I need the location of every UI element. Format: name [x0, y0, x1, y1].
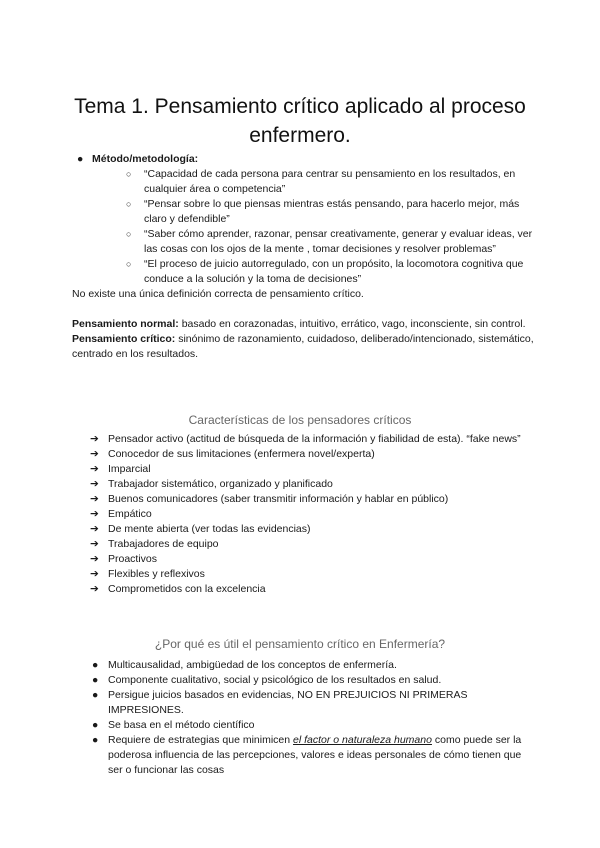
arrow-right-icon: ➔ — [90, 553, 99, 565]
arrow-right-icon: ➔ — [90, 523, 99, 535]
list-item-text: Buenos comunicadores (saber transmitir información y hablar en público) — [108, 493, 449, 505]
page-title: Tema 1. Pensamiento crítico aplicado al proceso enfermero. — [74, 95, 526, 147]
circle-bullet-icon: ○ — [126, 259, 132, 269]
list-item-text: Se basa en el método científico — [108, 719, 255, 731]
list-item — [90, 688, 530, 718]
normal-label: Pensamiento normal: — [72, 318, 179, 330]
arrow-right-icon: ➔ — [90, 433, 99, 445]
arrow-right-icon: ➔ — [90, 583, 99, 595]
list-item — [90, 673, 530, 688]
bullet-icon: ● — [92, 659, 99, 671]
bullet-icon: ● — [92, 719, 99, 731]
porque-list — [90, 658, 530, 778]
list-item — [90, 567, 530, 582]
list-item — [90, 552, 530, 567]
list-item — [90, 447, 530, 462]
list-item-text: Proactivos — [108, 553, 158, 565]
bullet-icon: ● — [77, 153, 84, 165]
list-item — [124, 257, 542, 287]
list-item — [90, 492, 530, 507]
list-item-text: De mente abierta (ver todas las evidencias) — [108, 523, 311, 535]
bullet-icon: ● — [92, 689, 99, 701]
arrow-right-icon: ➔ — [90, 448, 99, 460]
critico-text: sinónimo de razonamiento, cuidadoso, deliberado/intencionado, sistemático, centrado en los resultados. — [72, 333, 534, 360]
porque-heading: ¿Por qué es útil el pensamiento crítico en Enfermería? — [154, 637, 446, 651]
arrow-right-icon: ➔ — [90, 538, 99, 550]
caracteristicas-list — [90, 432, 530, 597]
list-item — [90, 718, 530, 733]
metodo-sublist — [124, 167, 542, 287]
list-item-text: Empático — [108, 508, 152, 520]
list-item-text: “Saber cómo aprender, razonar, pensar creativamente, generar y evaluar ideas, ver las cosas con los ojos de la mente , tomar decisiones y resolver problemas” — [144, 228, 533, 255]
arrow-right-icon: ➔ — [90, 508, 99, 520]
list-item — [90, 537, 530, 552]
arrow-right-icon: ➔ — [90, 493, 99, 505]
list-item-text: como puede ser la poderosa influencia de las percepciones, valores e ideas personales de cómo tienen que ser o funcionar las cosas — [108, 734, 522, 776]
list-item-text: Requiere de estrategias que minimicen — [108, 734, 294, 746]
critico-label: Pensamiento crítico: — [72, 333, 176, 345]
caracteristicas-heading: Características de los pensadores críticos — [188, 413, 412, 427]
list-item — [90, 522, 530, 537]
circle-bullet-icon: ○ — [126, 229, 132, 239]
list-item — [124, 227, 542, 257]
pensamiento-normal — [72, 317, 542, 332]
bullet-icon: ● — [92, 674, 99, 686]
arrow-right-icon: ➔ — [90, 568, 99, 580]
list-item-text: Flexibles y reflexivos — [108, 568, 205, 580]
list-item-text: “Pensar sobre lo que piensas mientras estás pensando, para hacerlo mejor, más claro y defendible” — [144, 198, 520, 225]
no-existe-text: No existe una única definición correcta de pensamiento crítico. — [72, 288, 364, 300]
list-item — [90, 462, 530, 477]
list-item-text: Imparcial — [108, 463, 151, 475]
list-item-text: Persigue juicios basados en evidencias, NO EN PREJUICIOS NI PRIMERAS IMPRESIONES. — [108, 689, 468, 716]
list-item — [90, 582, 530, 597]
circle-bullet-icon: ○ — [126, 169, 132, 179]
pensamiento-critico — [72, 332, 542, 362]
list-item — [90, 477, 530, 492]
circle-bullet-icon: ○ — [126, 199, 132, 209]
list-item-text: Componente cualitativo, social y psicológico de los resultados en salud. — [108, 674, 442, 686]
metodo-label: Método/metodología: — [92, 153, 199, 165]
list-item — [90, 733, 530, 778]
normal-text: basado en corazonadas, intuitivo, errático, vago, inconsciente, sin control. — [178, 318, 526, 330]
arrow-right-icon: ➔ — [90, 478, 99, 490]
emphasis-text: el factor o naturaleza humano — [293, 734, 432, 746]
list-item — [124, 197, 542, 227]
list-item-text: Comprometidos con la excelencia — [108, 583, 266, 595]
list-item-text: “El proceso de juicio autorregulado, con un propósito, la locomotora cognitiva que conduce a la solución y la toma de decisiones” — [144, 258, 524, 285]
list-item — [90, 432, 530, 447]
arrow-right-icon: ➔ — [90, 463, 99, 475]
list-item-text: Trabajadores de equipo — [108, 538, 219, 550]
metodo-item — [72, 152, 542, 167]
bullet-icon: ● — [92, 734, 99, 746]
list-item-text: Trabajador sistemático, organizado y planificado — [108, 478, 333, 490]
list-item — [124, 167, 542, 197]
intro-section — [72, 152, 542, 362]
list-item-text: Conocedor de sus limitaciones (enfermera novel/experta) — [108, 448, 375, 460]
list-item — [90, 658, 530, 673]
list-item-text: Pensador activo (actitud de búsqueda de la información y fiabilidad de esta). “fake news” — [108, 433, 521, 445]
list-item-text: “Capacidad de cada persona para centrar su pensamiento en los resultados, en cualquier área o competencia” — [144, 168, 516, 195]
list-item-text: Multicausalidad, ambigüedad de los conceptos de enfermería. — [108, 659, 397, 671]
list-item — [90, 507, 530, 522]
